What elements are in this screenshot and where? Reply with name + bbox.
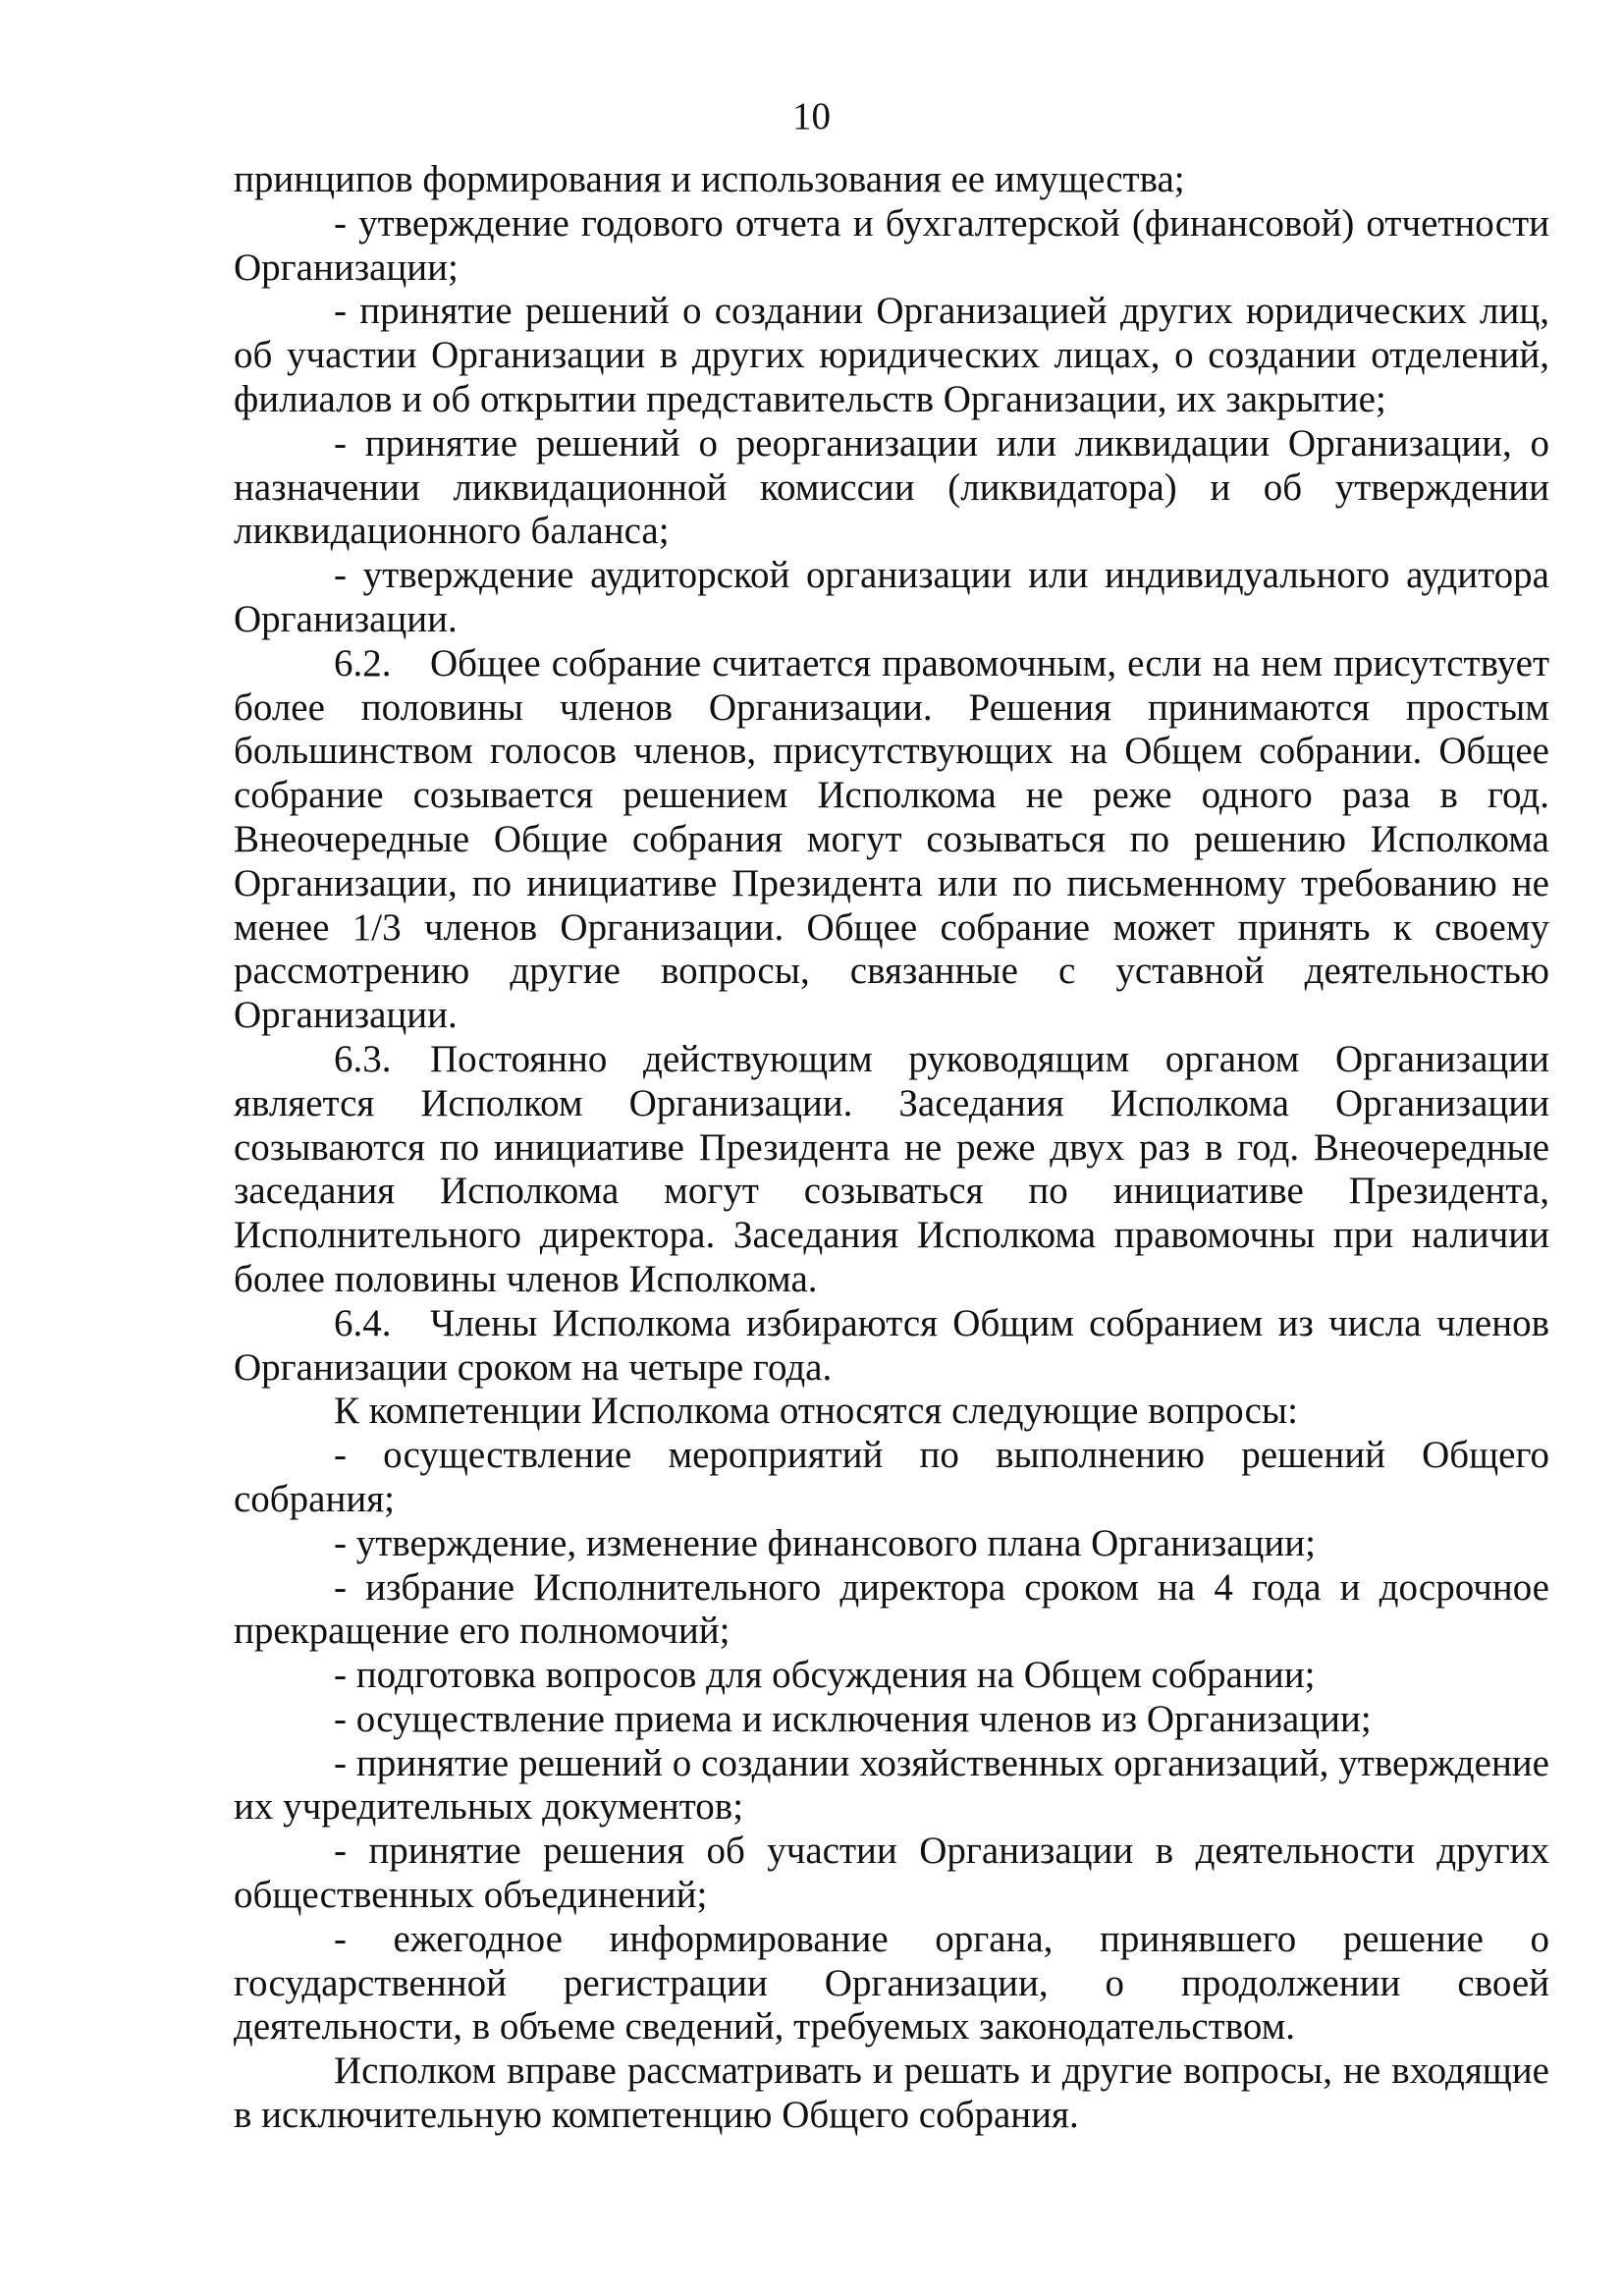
clause-text: Общее собрание считается правомочным, если на нем присутствует более половины членов Организации. Решения принимаются простым большинством голосов членов, присутствующих на Общем собрании. Общее собрание созывается решением Исполкома не реже одного раза в год. Внеочередные Общие собрания могут созываться по решению Исполкома Организации, по инициативе Президента или по письменному требованию не менее 1/3 членов Организации. Общее собрание может принять к своему рассмотрению другие вопросы, связанные с уставной деятельностью Организации.	[234, 641, 1549, 1037]
clause-6-2	[234, 642, 1549, 1038]
paragraph-text: - принятие решений о создании Организацией других юридических лиц, об участии Организации в других юридических лицах, о создании отделений, филиалов и об открытии представительств Организации, их закрытие;	[234, 290, 1549, 420]
competence-intro	[234, 1390, 1549, 1434]
paragraph-text: принципов формирования и использования ее имущества;	[234, 158, 1185, 200]
page-number: 10	[792, 95, 831, 137]
paragraph-text: К компетенции Исполкома относятся следующие вопросы:	[334, 1390, 1298, 1433]
list-item-auditor	[234, 554, 1549, 642]
closing-paragraph	[234, 2050, 1549, 2138]
list-item-economic-organizations	[234, 1742, 1549, 1831]
clause-number: 6.3.	[334, 1037, 392, 1080]
paragraph-text: - избрание Исполнительного директора сроком на 4 года и досрочное прекращение его полномочий;	[234, 1565, 1549, 1653]
paragraph-text: - принятие решений о реорганизации или ликвидации Организации, о назначении ликвидационной комиссии (ликвидатора) и об утверждении ликвидационного баланса;	[234, 421, 1549, 553]
clause-number: 6.2.	[334, 641, 392, 684]
paragraph-text: - принятие решений о создании хозяйственных организаций, утверждение их учредительных документов;	[234, 1741, 1549, 1829]
list-item-reorganization	[234, 422, 1549, 554]
paragraph-text: - утверждение годового отчета и бухгалтерской (финансовой) отчетности Организации;	[234, 201, 1549, 289]
list-item-legal-entities	[234, 290, 1549, 421]
list-item-annual-informing	[234, 1918, 1549, 2050]
clause-6-4	[234, 1302, 1549, 1391]
clause-text: Члены Исполкома избираются Общим собранием из числа членов Организации сроком на четыре года.	[234, 1301, 1549, 1389]
paragraph-text: Исполком вправе рассматривать и решать и другие вопросы, не входящие в исключительную компетенцию Общего собрания.	[234, 2050, 1549, 2137]
document-body	[234, 158, 1549, 2138]
paragraph-text: - принятие решения об участии Организации в деятельности других общественных объединений;	[234, 1830, 1549, 1917]
list-item-executive-director	[234, 1566, 1549, 1655]
list-item-membership	[234, 1698, 1549, 1742]
paragraph-text: - осуществление мероприятий по выполнению решений Общего собрания;	[234, 1434, 1549, 1520]
clause-6-3	[234, 1038, 1549, 1302]
paragraph-text: - утверждение, изменение финансового плана Организации;	[334, 1521, 1317, 1564]
list-item-other-associations	[234, 1830, 1549, 1918]
paragraph-continuation	[234, 158, 1549, 202]
list-item-financial-plan	[234, 1522, 1549, 1566]
paragraph-text: - утверждение аудиторской организации или индивидуального аудитора Организации.	[234, 554, 1549, 640]
paragraph-text: - подготовка вопросов для обсуждения на Общем собрании;	[334, 1654, 1316, 1697]
paragraph-text: - ежегодное информирование органа, принявшего решение о государственной регистрации Организации, о продолжении своей деятельности, в объеме сведений, требуемых законодательством.	[234, 1917, 1549, 2049]
clause-text: Постоянно действующим руководящим органом Организации является Исполком Организации. Заседания Исполкома Организации созываются по инициативе Президента не реже двух раз в год. Внеочередные заседания Исполкома могут созываться по инициативе Президента, Исполнительного директора. Заседания Исполкома правомочны при наличии более половины членов Исполкома.	[234, 1037, 1549, 1300]
list-item-implementation	[234, 1434, 1549, 1522]
clause-number: 6.4.	[334, 1301, 392, 1344]
paragraph-text: - осуществление приема и исключения членов из Организации;	[334, 1697, 1372, 1740]
list-item-annual-report	[234, 202, 1549, 291]
list-item-preparation	[234, 1654, 1549, 1698]
